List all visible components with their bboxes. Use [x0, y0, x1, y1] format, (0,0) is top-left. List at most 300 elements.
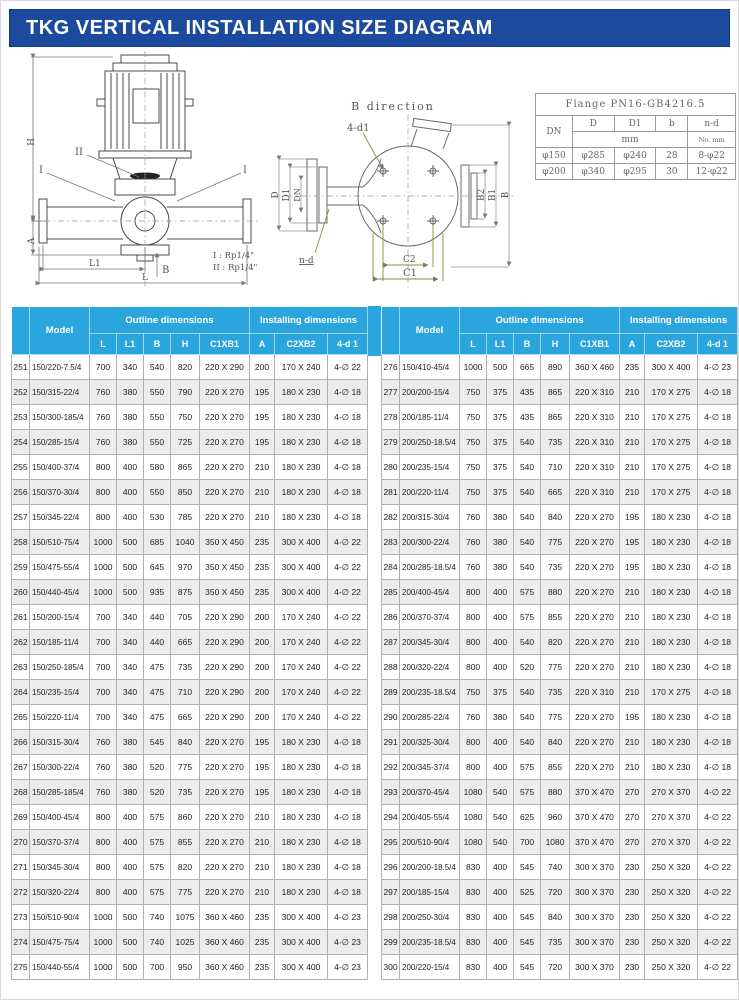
table-cell: 230	[620, 955, 645, 980]
col-header-a: A	[250, 334, 275, 355]
table-cell: 220 X 270	[200, 430, 250, 455]
table-cell: 210	[620, 630, 645, 655]
table-cell: 150/510-75/4	[30, 530, 90, 555]
table-cell: 800	[460, 730, 487, 755]
table-cell: 300 X 400	[275, 955, 328, 980]
table-cell: 820	[541, 630, 570, 655]
table-cell: 830	[460, 880, 487, 905]
table-cell: 840	[541, 505, 570, 530]
table-cell: 200/200-15/4	[400, 380, 460, 405]
table-cell: 150/345-30/4	[30, 855, 90, 880]
table-cell: 250 X 320	[645, 855, 698, 880]
table-cell: 150/315-30/4	[30, 730, 90, 755]
table-cell: 210	[620, 405, 645, 430]
table-cell: 4-∅ 22	[698, 880, 738, 905]
table-cell: 700	[514, 830, 541, 855]
table-cell: 400	[487, 580, 514, 605]
table-cell: 180 X 230	[275, 830, 328, 855]
table-cell: 4-∅ 22	[328, 680, 368, 705]
dim-label-l: L	[142, 273, 148, 283]
table-cell: 180 X 230	[645, 530, 698, 555]
table-cell: 276	[382, 355, 400, 380]
table-cell: 750	[460, 480, 487, 505]
flange-table-body	[536, 148, 736, 180]
table-cell: 760	[460, 705, 487, 730]
col-header-l1: L1	[117, 334, 144, 355]
table-cell: 180 X 230	[645, 505, 698, 530]
table-cell: 790	[171, 380, 200, 405]
table-cell: 150/370-30/4	[30, 480, 90, 505]
table-cell: 830	[460, 905, 487, 930]
table-cell: 281	[382, 480, 400, 505]
dim-label-dn: DN	[293, 188, 302, 202]
table-cell: 210	[250, 455, 275, 480]
table-row	[12, 555, 368, 580]
table-row	[382, 755, 738, 780]
table-cell: 740	[541, 855, 570, 880]
table-cell: 220 X 290	[200, 605, 250, 630]
table-cell: 220 X 290	[200, 355, 250, 380]
table-cell: 575	[514, 755, 541, 780]
table-cell: 380	[487, 505, 514, 530]
table-cell: 220 X 270	[200, 505, 250, 530]
table-cell: 530	[144, 505, 171, 530]
table-cell: 210	[620, 480, 645, 505]
table-cell: 220 X 270	[570, 730, 620, 755]
col-group-outline: Outline dimensions	[460, 307, 620, 334]
table-cell: 4-∅ 18	[698, 655, 738, 680]
table-cell: 4-∅ 18	[698, 480, 738, 505]
table-cell: 380	[117, 755, 144, 780]
table-cell: 300 X 400	[275, 530, 328, 555]
table-cell: 800	[90, 880, 117, 905]
dim-label-h: H	[27, 138, 37, 146]
table-cell: 4-∅ 18	[698, 380, 738, 405]
table-cell: 705	[171, 605, 200, 630]
table-cell: 4-∅ 18	[328, 755, 368, 780]
table-cell: 750	[171, 405, 200, 430]
table-cell: 4-∅ 18	[328, 405, 368, 430]
table-cell: 960	[541, 805, 570, 830]
table-cell: 200	[250, 655, 275, 680]
table-cell: 760	[90, 755, 117, 780]
table-cell: 700	[90, 655, 117, 680]
table-cell: 220 X 270	[570, 505, 620, 530]
table-cell: 200/370-37/4	[400, 605, 460, 630]
table-cell: 4-∅ 18	[328, 880, 368, 905]
table-cell: 350 X 450	[200, 555, 250, 580]
table-row	[12, 355, 368, 380]
table-cell: 520	[144, 755, 171, 780]
table-cell: 251	[12, 355, 30, 380]
table-cell: 250 X 320	[645, 955, 698, 980]
table-gap-header	[368, 306, 381, 356]
table-cell: 735	[541, 930, 570, 955]
table-cell: 200/405-55/4	[400, 805, 460, 830]
table-row	[12, 905, 368, 930]
table-cell: 550	[144, 430, 171, 455]
col-group-installing: Installing dimensions	[620, 307, 738, 334]
table-cell: 360 X 460	[200, 905, 250, 930]
table-cell: 263	[12, 655, 30, 680]
table-cell: 820	[171, 355, 200, 380]
table-cell: 840	[541, 730, 570, 755]
table-cell: 540	[514, 530, 541, 555]
table-cell: 285	[382, 580, 400, 605]
table-cell: 4-∅ 22	[328, 555, 368, 580]
table-cell: 180 X 230	[645, 605, 698, 630]
table-cell: 287	[382, 630, 400, 655]
table-cell: 300 X 370	[570, 930, 620, 955]
table-cell: 210	[620, 655, 645, 680]
table-cell: 220 X 270	[200, 755, 250, 780]
table-cell: 270	[620, 805, 645, 830]
table-cell: 269	[12, 805, 30, 830]
table-cell: 4-∅ 18	[698, 430, 738, 455]
table-cell: 735	[541, 555, 570, 580]
table-cell: 170 X 240	[275, 680, 328, 705]
tap-label-i-left: I	[39, 165, 43, 176]
table-cell: 775	[541, 655, 570, 680]
table-cell: 210	[620, 455, 645, 480]
table-cell: 540	[514, 730, 541, 755]
table-cell: 170 X 240	[275, 705, 328, 730]
table-cell: 4-∅ 18	[698, 555, 738, 580]
table-cell: 200/320-22/4	[400, 655, 460, 680]
table-cell: 370 X 470	[570, 780, 620, 805]
table-cell: 4-∅ 18	[698, 705, 738, 730]
table-cell: 750	[460, 405, 487, 430]
header-row-groups	[382, 307, 738, 334]
table-cell: 860	[171, 805, 200, 830]
col-header-model: Model	[400, 307, 460, 355]
table-cell: 4-∅ 18	[698, 405, 738, 430]
table-cell: 540	[514, 480, 541, 505]
table-cell: 440	[144, 630, 171, 655]
table-cell: 380	[117, 405, 144, 430]
table-cell: 299	[382, 930, 400, 955]
table-cell: 210	[620, 605, 645, 630]
table-row	[382, 905, 738, 930]
table-row	[382, 830, 738, 855]
table-cell: 180 X 230	[275, 780, 328, 805]
table-cell: 195	[250, 405, 275, 430]
table-cell: 291	[382, 730, 400, 755]
table-cell: 150/440-45/4	[30, 580, 90, 605]
table-cell: 150/440-55/4	[30, 955, 90, 980]
table-cell: 28	[656, 148, 688, 164]
table-cell: 150/285-15/4	[30, 430, 90, 455]
col-header-a: A	[620, 334, 645, 355]
table-cell: 440	[144, 605, 171, 630]
table-cell: 500	[117, 530, 144, 555]
table-cell: 270	[12, 830, 30, 855]
table-cell: 700	[90, 705, 117, 730]
table-cell: 400	[487, 905, 514, 930]
table-cell: 210	[620, 430, 645, 455]
b-view-title: B direction	[351, 100, 435, 113]
table-cell: 261	[12, 605, 30, 630]
table-cell: 170 X 275	[645, 405, 698, 430]
table-row	[536, 164, 736, 180]
table-cell: 300 X 400	[275, 905, 328, 930]
table-cell: 180 X 230	[645, 755, 698, 780]
dim-label-d1: D1	[282, 188, 292, 202]
table-cell: 271	[12, 855, 30, 880]
table-cell: 235	[250, 930, 275, 955]
table-cell: 250 X 320	[645, 930, 698, 955]
table-cell: 400	[117, 855, 144, 880]
table-cell: 4-∅ 22	[328, 530, 368, 555]
table-cell: 300 X 370	[570, 955, 620, 980]
table-row	[382, 605, 738, 630]
table-cell: 220 X 270	[570, 580, 620, 605]
table-cell: 760	[90, 405, 117, 430]
table-cell: 360 X 460	[200, 930, 250, 955]
table-cell: 200/185-11/4	[400, 405, 460, 430]
table-cell: 210	[250, 505, 275, 530]
table-cell: 296	[382, 855, 400, 880]
table-cell: 220 X 270	[570, 530, 620, 555]
table-cell: 1025	[171, 930, 200, 955]
flange-title-row	[536, 94, 736, 116]
table-cell: 200	[250, 705, 275, 730]
table-cell: 760	[90, 430, 117, 455]
table-cell: 253	[12, 405, 30, 430]
table-cell: 4-∅ 18	[328, 730, 368, 755]
table-cell: 540	[487, 830, 514, 855]
dim-label-d: D	[271, 191, 281, 199]
table-cell: 375	[487, 405, 514, 430]
table-cell: 500	[117, 555, 144, 580]
table-cell: 525	[514, 880, 541, 905]
table-cell: 267	[12, 755, 30, 780]
table-cell: 280	[382, 455, 400, 480]
table-cell: 540	[514, 505, 541, 530]
table-cell: 200	[250, 355, 275, 380]
table-cell: 800	[460, 580, 487, 605]
table-cell: 360 X 460	[200, 955, 250, 980]
table-cell: 4-∅ 22	[698, 930, 738, 955]
table-cell: 200/220-15/4	[400, 955, 460, 980]
table-row	[382, 480, 738, 505]
flange-col-b: b	[656, 116, 688, 132]
table-cell: 282	[382, 505, 400, 530]
table-cell: 340	[117, 630, 144, 655]
table-cell: 575	[144, 855, 171, 880]
table-cell: 292	[382, 755, 400, 780]
table-cell: 180 X 230	[275, 480, 328, 505]
table-cell: 220 X 270	[570, 605, 620, 630]
table-cell: 200/345-30/4	[400, 630, 460, 655]
table-cell: 800	[90, 855, 117, 880]
table-cell: φ340	[572, 164, 614, 180]
table-cell: 30	[656, 164, 688, 180]
table-cell: 775	[541, 705, 570, 730]
table-cell: 210	[620, 755, 645, 780]
table-cell: 800	[90, 830, 117, 855]
table-cell: 340	[117, 605, 144, 630]
table-cell: 270 X 370	[645, 780, 698, 805]
tap-label-ii: II	[75, 147, 83, 158]
table-cell: 375	[487, 455, 514, 480]
dim-label-c1: C1	[403, 268, 418, 279]
table-cell: 220 X 270	[200, 855, 250, 880]
table-cell: 293	[382, 780, 400, 805]
table-cell: 500	[117, 580, 144, 605]
table-cell: 400	[487, 880, 514, 905]
table-row	[12, 755, 368, 780]
table-cell: 200/315-30/4	[400, 505, 460, 530]
table-cell: 575	[514, 605, 541, 630]
table-cell: 200/400-45/4	[400, 580, 460, 605]
table-row	[382, 355, 738, 380]
table-cell: 230	[620, 855, 645, 880]
table-row	[382, 630, 738, 655]
table-cell: 540	[514, 680, 541, 705]
table-cell: 150/510-90/4	[30, 905, 90, 930]
table-cell: 1000	[90, 955, 117, 980]
table-cell: 150/320-22/4	[30, 880, 90, 905]
table-cell: 645	[144, 555, 171, 580]
table-cell: 220 X 310	[570, 455, 620, 480]
table-cell: 380	[487, 530, 514, 555]
table-row	[12, 705, 368, 730]
table-cell: 350 X 450	[200, 580, 250, 605]
table-cell: 1080	[460, 830, 487, 855]
dim-label-b: B	[501, 191, 511, 199]
table-cell: 540	[514, 430, 541, 455]
table-cell: 235	[250, 955, 275, 980]
table-cell: 875	[171, 580, 200, 605]
table-cell: 150/400-37/4	[30, 455, 90, 480]
table-cell: 800	[460, 655, 487, 680]
table-cell: 195	[250, 755, 275, 780]
table-row	[382, 505, 738, 530]
table-cell: 840	[171, 730, 200, 755]
table-cell: 1000	[90, 905, 117, 930]
table-cell: 262	[12, 630, 30, 655]
dim-label-4d1: 4-d1	[347, 123, 370, 134]
table-cell: 150/220-11/4	[30, 705, 90, 730]
table-cell: 200	[250, 680, 275, 705]
table-cell: 210	[250, 830, 275, 855]
table-cell: 298	[382, 905, 400, 930]
table-row	[382, 855, 738, 880]
table-cell: 4-∅ 22	[698, 805, 738, 830]
table-row	[12, 430, 368, 455]
table-cell: 1000	[90, 555, 117, 580]
table-cell: 272	[12, 880, 30, 905]
table-cell: 195	[620, 705, 645, 730]
table-row	[382, 455, 738, 480]
table-cell: 230	[620, 880, 645, 905]
table-cell: 200/235-18.5/4	[400, 930, 460, 955]
table-cell: 294	[382, 805, 400, 830]
table-cell: 400	[117, 830, 144, 855]
table-cell: 540	[514, 705, 541, 730]
table-cell: 220 X 290	[200, 705, 250, 730]
table-cell: 400	[117, 880, 144, 905]
table-cell: 4-∅ 22	[328, 655, 368, 680]
table-cell: 1040	[171, 530, 200, 555]
table-row	[12, 930, 368, 955]
table-cell: 4-∅ 18	[328, 380, 368, 405]
table-cell: 665	[171, 630, 200, 655]
table-cell: 180 X 230	[275, 505, 328, 530]
table-cell: 545	[144, 730, 171, 755]
table-cell: 665	[541, 480, 570, 505]
table-cell: 720	[541, 880, 570, 905]
table-cell: 4-∅ 22	[698, 855, 738, 880]
dim-label-c2: C2	[403, 255, 416, 265]
table-row	[12, 780, 368, 805]
table-cell: 195	[250, 780, 275, 805]
dim-label-b: B	[162, 265, 170, 276]
table-cell: 700	[144, 955, 171, 980]
table-cell: 220 X 270	[570, 555, 620, 580]
table-cell: 540	[514, 555, 541, 580]
table-cell: 277	[382, 380, 400, 405]
table-cell: 760	[90, 380, 117, 405]
table-cell: 220 X 270	[570, 705, 620, 730]
table-cell: 4-∅ 18	[328, 505, 368, 530]
table-cell: 220 X 270	[570, 655, 620, 680]
table-cell: 375	[487, 680, 514, 705]
table-cell: 475	[144, 680, 171, 705]
table-row	[382, 805, 738, 830]
table-cell: 4-∅ 22	[698, 955, 738, 980]
table-row	[12, 880, 368, 905]
table-cell: 200/345-37/4	[400, 755, 460, 780]
table-cell: 260	[12, 580, 30, 605]
table-cell: 180 X 230	[275, 855, 328, 880]
table-cell: 740	[144, 905, 171, 930]
table-cell: 760	[90, 780, 117, 805]
table-cell: 830	[460, 955, 487, 980]
table-cell: 195	[250, 380, 275, 405]
table-cell: 200/325-30/4	[400, 730, 460, 755]
table-cell: 865	[541, 380, 570, 405]
table-cell: 235	[620, 355, 645, 380]
size-table-left	[11, 306, 368, 980]
table-cell: 800	[460, 630, 487, 655]
size-table-left-body	[12, 355, 368, 980]
table-row	[536, 148, 736, 164]
table-row	[382, 680, 738, 705]
table-cell: 283	[382, 530, 400, 555]
table-cell: 220 X 270	[200, 730, 250, 755]
table-cell: 170 X 275	[645, 680, 698, 705]
col-header-c1xb1: C1XB1	[570, 334, 620, 355]
table-cell: 4-∅ 18	[698, 455, 738, 480]
table-cell: 750	[460, 455, 487, 480]
table-cell: 545	[514, 930, 541, 955]
table-cell: 540	[514, 630, 541, 655]
table-cell: 265	[12, 705, 30, 730]
table-cell: 400	[487, 955, 514, 980]
table-cell: 4-∅ 18	[328, 455, 368, 480]
table-cell: 220 X 270	[570, 755, 620, 780]
col-header-4d1: 4-d 1	[328, 334, 368, 355]
table-row	[12, 405, 368, 430]
table-cell: 380	[117, 730, 144, 755]
table-cell: 760	[460, 530, 487, 555]
table-cell: 210	[620, 380, 645, 405]
table-cell: φ200	[536, 164, 573, 180]
table-cell: 195	[620, 530, 645, 555]
table-cell: 435	[514, 405, 541, 430]
